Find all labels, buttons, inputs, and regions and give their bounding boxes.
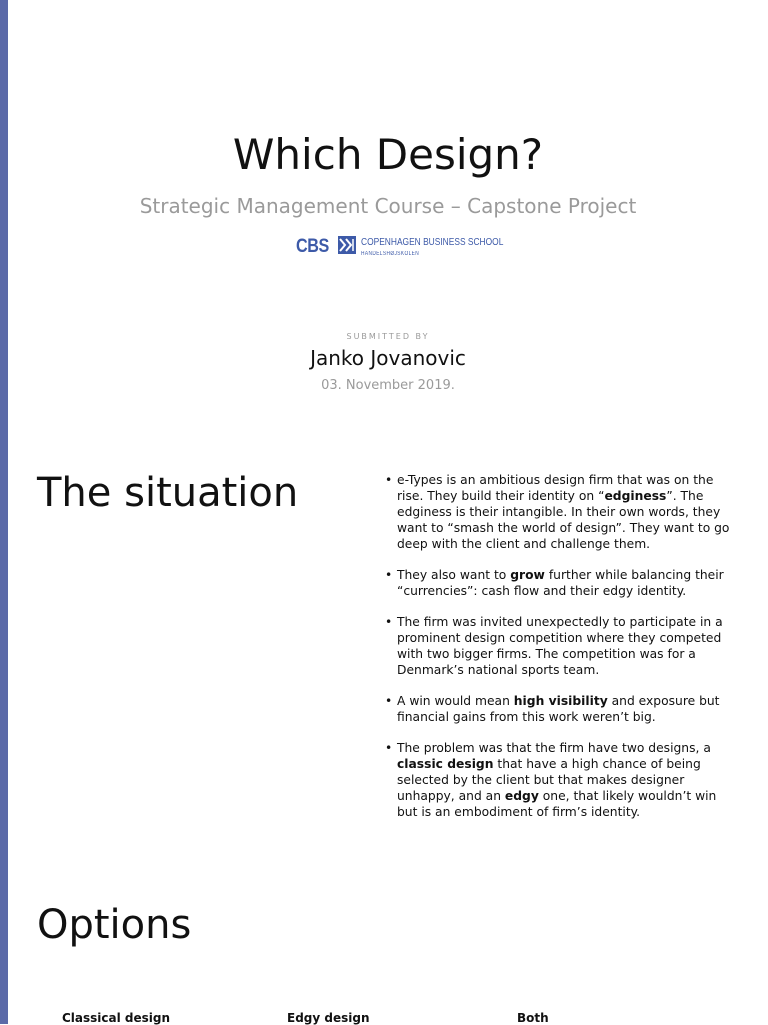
bullet-text: The firm was invited unexpectedly to participate in a prominent design competition where they competed with two bigger firms. The competition was for a Denmark’s national sports team. — [397, 615, 723, 677]
page-subtitle: Strategic Management Course – Capstone Project — [139, 194, 637, 218]
page-title: Which Design? — [232, 130, 544, 179]
bullet-emphasis: edginess — [604, 489, 667, 503]
cbs-logo-mark-icon — [337, 235, 357, 259]
situation-bullet — [385, 567, 735, 599]
situation-bullet — [385, 740, 735, 820]
option-column-both: Both — [517, 1011, 549, 1025]
option-column-edgy: Edgy design — [287, 1011, 370, 1025]
author-name: Janko Jovanovic — [310, 346, 466, 370]
submitted-by-label: SUBMITTED BY — [346, 332, 430, 341]
bullet-text: A win would mean — [397, 694, 514, 708]
situation-bullet-list — [385, 472, 735, 835]
bullet-text: e-Types is an ambitious design firm that was on the rise. They build their identity on “ — [397, 473, 714, 503]
bullet-text: and exposure but financial gains from this work weren’t big. — [397, 694, 720, 724]
bullet-text: They also want to — [397, 568, 511, 582]
bullet-text: The problem was that the firm have two designs, a — [397, 741, 711, 755]
logo-abbreviation: CBS — [296, 236, 329, 257]
left-accent-bar — [0, 0, 8, 1024]
logo-school-subname: HANDELSHØJSKOLEN — [360, 250, 419, 257]
logo-text — [361, 237, 539, 257]
bullet-emphasis: high visibility — [513, 694, 608, 708]
situation-heading: The situation — [37, 470, 299, 516]
bullet-text: one, that likely wouldn’t win but is an embodiment of firm’s identity. — [397, 789, 717, 819]
bullet-emphasis: grow — [510, 568, 545, 582]
situation-bullet — [385, 614, 735, 678]
bullet-emphasis: classic design — [397, 757, 494, 771]
options-heading: Options — [37, 902, 192, 948]
bullet-text: ”. The edginess is their intangible. In their own words, they want to “smash the world of design”. They want to go deep with the client and challenge them. — [397, 489, 730, 551]
bullet-text: further while balancing their “currencies”: cash flow and their edgy identity. — [397, 568, 724, 598]
submission-date: 03. November 2019. — [321, 378, 455, 393]
cbs-logo — [296, 236, 539, 258]
situation-bullet — [385, 693, 735, 725]
situation-bullet — [385, 472, 735, 552]
option-column-classical: Classical design — [62, 1011, 171, 1025]
bullet-text: that have a high chance of being selected by the client but that makes designer unhappy, and an — [397, 757, 701, 803]
logo-school-name: COPENHAGEN BUSINESS SCHOOL — [360, 236, 503, 249]
bullet-emphasis: edgy — [504, 789, 539, 803]
